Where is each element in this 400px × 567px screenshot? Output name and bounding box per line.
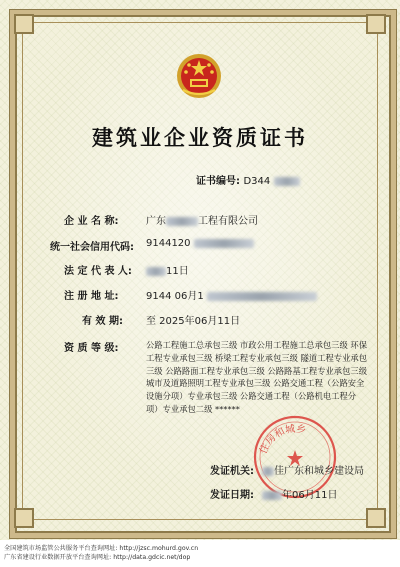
corner-ornament <box>366 14 386 34</box>
legal-rep-text: 11日 <box>166 266 189 277</box>
address-label: 注 册 地 址: <box>64 291 119 302</box>
cert-number-label: 证书编号: <box>196 176 240 187</box>
issue-date-value <box>262 486 337 501</box>
legal-rep-label: 法 定 代 表 人: <box>64 266 132 277</box>
redaction-blur <box>207 292 317 301</box>
footer-line-1: 全国建筑市场监管公共服务平台查询网址: http://jzsc.mohurd.gov.cn <box>4 545 199 552</box>
redaction-blur <box>262 491 282 500</box>
issue-date-text: 年06月11日 <box>282 490 338 501</box>
qualification-scope-text: 公路工程施工总承包三级 市政公用工程施工总承包三级 环保工程专业承包三级 桥梁工程专业承包三级 隧道工程专业承包三级 公路路面工程专业承包三级 公路路基工程专业承包三级 城市及道路照明工程专业承包三级 公路交通工程（公路安全设施分项）专业承包三级 公路交通工程（公路机电工程分项）专业承包二级 ****** <box>146 340 367 414</box>
company-value-prefix: 广东 <box>146 216 166 227</box>
credit-code-value <box>146 238 254 249</box>
company-label: 企 业 名 称: <box>64 216 119 227</box>
credit-code-label: 统一社会信用代码: <box>50 242 134 253</box>
cert-number-row <box>196 172 300 187</box>
legal-rep-value <box>146 262 189 277</box>
issuer-text: 佳广东和城乡建设局 <box>274 466 364 477</box>
address-text-mid: 06月1 <box>174 291 204 302</box>
address-text: 9144 <box>146 291 172 302</box>
validity-value: 至 2025年06月11日 <box>146 316 241 327</box>
qualification-label: 资 质 等 级: <box>64 343 119 354</box>
footer-notes <box>4 545 198 562</box>
redaction-blur <box>166 217 198 226</box>
cert-number-value: D344 <box>243 176 271 187</box>
redaction-blur <box>262 467 274 476</box>
corner-ornament <box>14 14 34 34</box>
issue-date-label: 发证日期: <box>210 490 254 501</box>
corner-ornament <box>14 508 34 528</box>
certificate-title: 建筑业企业资质证书 <box>92 126 308 150</box>
company-value <box>146 212 258 227</box>
redaction-blur <box>194 239 254 248</box>
svg-text:住房和城乡 <box>257 422 307 456</box>
corner-ornament <box>366 508 386 528</box>
footer-line-2: 广东省建设行业数据开放平台查询网址: http://data.gdcic.net/dop <box>4 553 191 561</box>
address-value <box>146 287 317 302</box>
issuer-label: 发证机关: <box>210 466 254 477</box>
validity-label: 有 效 期: <box>82 316 123 327</box>
redaction-blur <box>274 177 300 186</box>
national-emblem-icon <box>175 52 223 100</box>
redaction-blur <box>146 267 166 276</box>
credit-code-text: 9144120 <box>146 238 191 249</box>
company-value-suffix: 工程有限公司 <box>198 216 258 227</box>
issuer-value <box>262 462 364 477</box>
stamp-text: 住房和城乡 <box>258 423 307 456</box>
